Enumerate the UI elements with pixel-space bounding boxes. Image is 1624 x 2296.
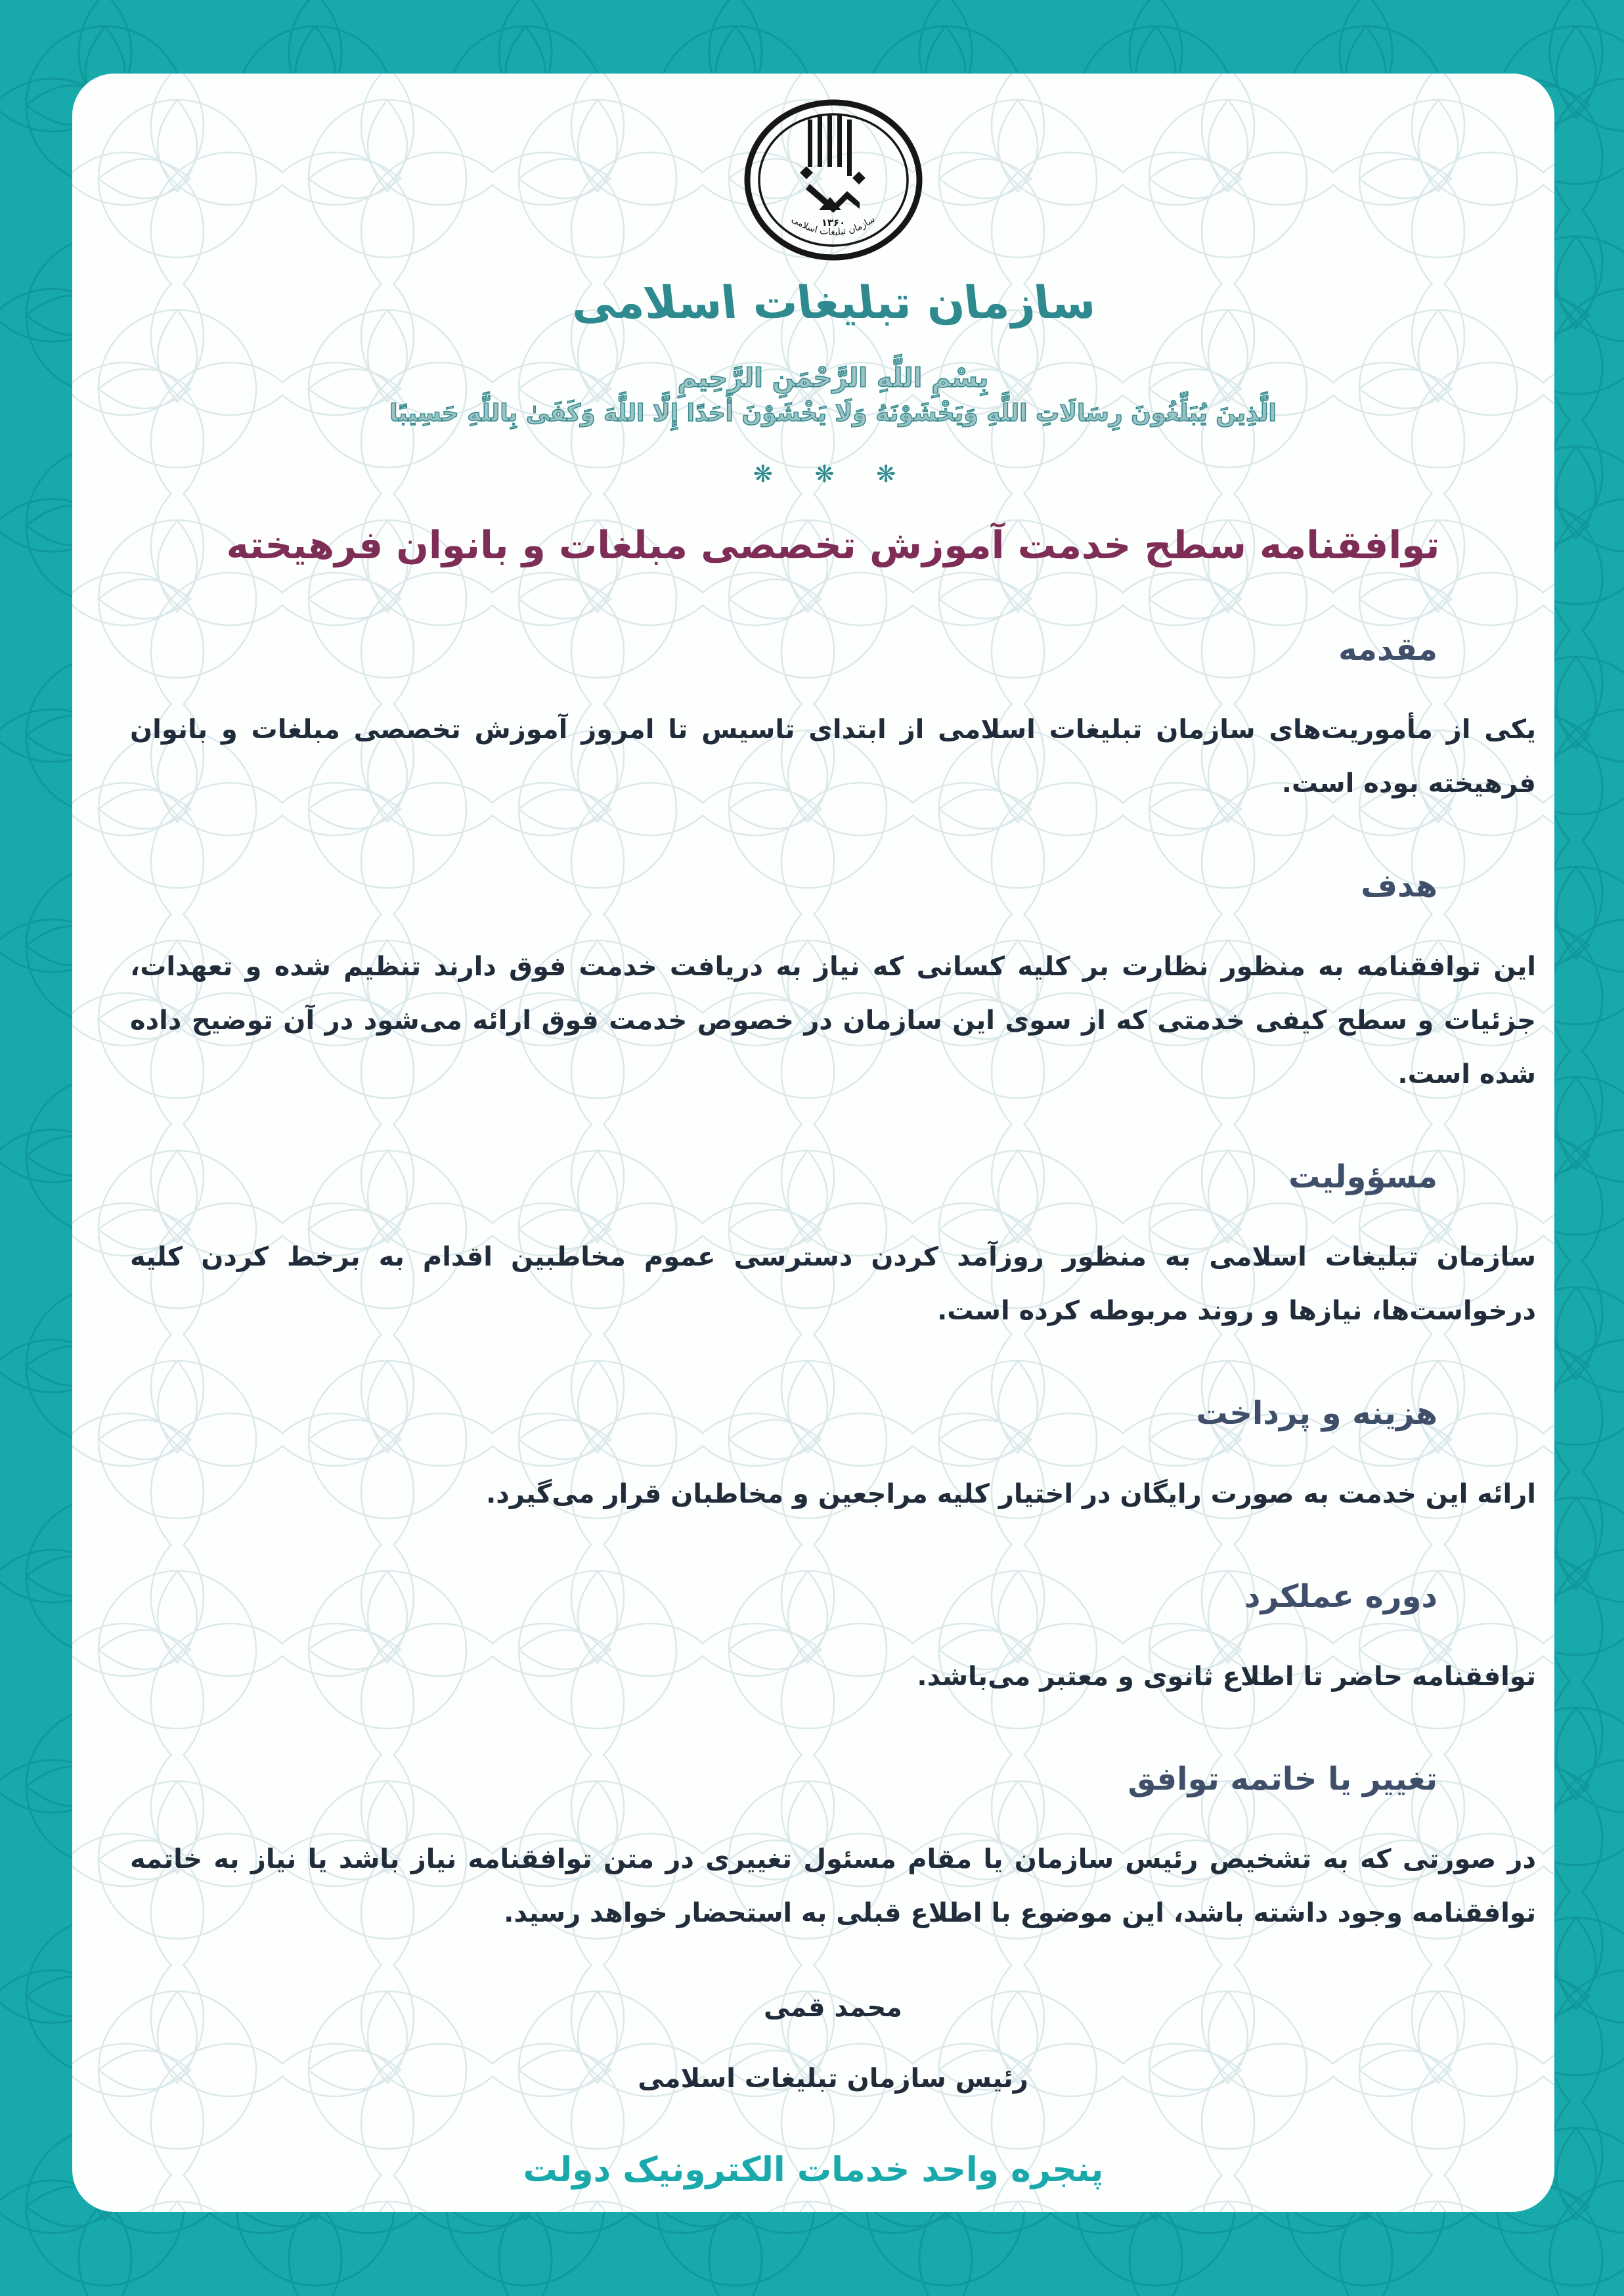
section-heading: هدف xyxy=(1361,868,1437,905)
letter-card xyxy=(72,74,1554,2212)
quran-verse: الَّذِينَ يُبَلِّغُونَ رِسَالَاتِ اللَّهِ وَيَخْشَوْنَهُ وَلَا يَخْشَوْنَ أَحَدًا إِلَّا اللَّهَ وَكَفَىٰ بِاللَّهِ حَسِيبًا xyxy=(389,400,1277,427)
section-performance-period xyxy=(130,1576,1536,1704)
sections xyxy=(130,629,1536,1940)
section-body: این توافقنامه به منظور نظارت بر کلیه کسانی که نیاز به دریافت خدمت فوق دارند تنظیم شده و تعهدات، جزئیات و سطح کیفی خدمتی که از سوی این سازمان در خصوص خدمت فوق ارائه می‌شود در آن توضیح داده شده است. xyxy=(130,951,1536,1090)
section-heading: مسؤولیت xyxy=(1288,1158,1437,1195)
section-body: توافقنامه حاضر تا اطلاع ثانوی و معتبر می‌باشد. xyxy=(917,1661,1536,1692)
signatory-name: محمد قمی xyxy=(764,1993,902,2023)
section-body: ارائه این خدمت به صورت رایگان در اختیار کلیه مراجعین و مخاطبان قرار می‌گیرد. xyxy=(486,1478,1536,1509)
organization-logo xyxy=(741,97,925,263)
section-change-termination xyxy=(130,1759,1536,1940)
section-heading: هزینه و پرداخت xyxy=(1196,1395,1437,1432)
footer xyxy=(72,2150,1554,2190)
section-body: در صورتی که به تشخیص رئیس سازمان یا مقام مسئول تغییری در متن توافقنامه نیاز باشد یا نیاز به خاتمه توافقنامه وجود داشته باشد، این موضوع با اطلاع قبلی به استحضار خواهد رسید. xyxy=(130,1844,1536,1929)
signature-block xyxy=(130,1993,1536,2094)
document-title: توافقنامه سطح خدمت آموزش تخصصی مبلغات و بانوان فرهیخته xyxy=(226,523,1440,567)
section-goal xyxy=(130,866,1536,1101)
section-introduction xyxy=(130,629,1536,810)
logo-org-name: سازمان تبلیغات اسلامی xyxy=(789,213,877,238)
letter-content xyxy=(72,97,1554,2094)
section-body: یکی از مأموریت‌های سازمان تبلیغات اسلامی از ابتدای تاسیس تا امروز آموزش تخصصی مبلغات و بانوان فرهیخته بوده است. xyxy=(130,715,1536,799)
logo-year: ۱۳۶۰ xyxy=(821,217,845,229)
footer-label: پنجره واحد خدمات الکترونیک دولت xyxy=(523,2150,1104,2190)
section-responsibility xyxy=(130,1157,1536,1338)
stars-separator: ❋ ❋ ❋ xyxy=(753,461,913,488)
section-heading: تغییر یا خاتمه توافق xyxy=(1128,1760,1437,1798)
organization-calligraphy: سازمان تبلیغات اسلامی xyxy=(568,277,1098,329)
allah-kufic-mark xyxy=(800,116,866,213)
section-heading: دوره عملکرد xyxy=(1244,1578,1437,1615)
section-body: سازمان تبلیغات اسلامی به منظور روزآمد کردن دسترسی عموم مخاطبین اقدام به برخط کردن کلیه درخواست‌ها، نیازها و روند مربوطه کرده است. xyxy=(130,1242,1536,1327)
signatory-title: رئیس سازمان تبلیغات اسلامی xyxy=(638,2064,1028,2094)
section-heading: مقدمه xyxy=(1338,631,1437,668)
section-cost-payment xyxy=(130,1393,1536,1520)
bismillah-line: بِسْمِ اللَّهِ الرَّحْمَنِ الرَّحِيمِ xyxy=(677,363,989,393)
